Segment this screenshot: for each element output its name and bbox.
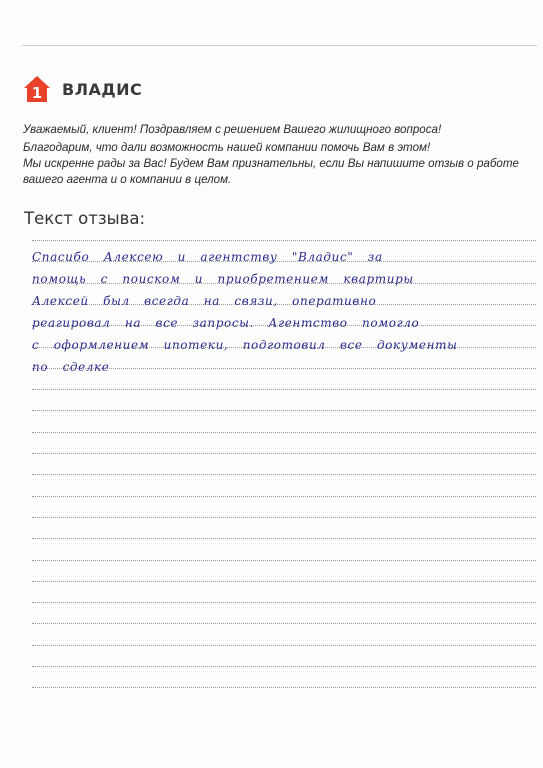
dotted-writing-line xyxy=(32,666,536,667)
dotted-writing-line xyxy=(32,240,536,241)
dotted-writing-line xyxy=(32,517,536,518)
dotted-writing-line xyxy=(32,432,536,433)
review-heading: Текст отзыва: xyxy=(24,209,146,228)
greeting-text: Уважаемый, клиент! Поздравляем с решением Вашего жилищного вопроса! xyxy=(23,123,442,136)
thanks-text-line-1: Благодарим, что дали возможность нашей компании помочь Вам в этом! xyxy=(23,141,431,154)
dotted-writing-line xyxy=(32,581,536,582)
thanks-text-line-3: вашего агента и о компании в целом. xyxy=(23,173,232,186)
handwritten-line: по сделке xyxy=(32,360,110,374)
handwritten-line: реагировал на все запросы. Агентство помогло xyxy=(32,316,420,330)
brand-logo xyxy=(22,74,142,104)
dotted-writing-line xyxy=(32,410,536,411)
dotted-writing-line xyxy=(32,496,536,497)
brand-name: ВЛАДИС xyxy=(62,79,143,99)
handwritten-line: помощь с поиском и приобретением квартиры xyxy=(32,272,414,286)
dotted-writing-line xyxy=(32,538,536,539)
dotted-writing-line xyxy=(32,602,536,603)
top-divider xyxy=(22,45,537,46)
logo-glyph: 1 xyxy=(31,84,43,102)
dotted-writing-line xyxy=(32,453,536,454)
handwritten-line: Спасибо Алексею и агентству "Владис" за xyxy=(32,250,383,264)
thanks-text-line-2: Мы искренне рады за Вас! Будем Вам признательны, если Вы напишите отзыв о работе xyxy=(23,157,519,170)
dotted-writing-line xyxy=(32,623,536,624)
dotted-writing-line xyxy=(32,474,536,475)
dotted-writing-line xyxy=(32,687,536,688)
dotted-writing-line xyxy=(32,645,536,646)
dotted-writing-line xyxy=(32,389,536,390)
house-logo-icon xyxy=(22,74,52,104)
dotted-writing-line xyxy=(32,560,536,561)
handwritten-line: с оформлением ипотеки, подготовил все документы xyxy=(32,338,458,352)
handwritten-line: Алексей был всегда на связи, оперативно xyxy=(32,294,377,308)
ruled-writing-area xyxy=(32,240,536,710)
